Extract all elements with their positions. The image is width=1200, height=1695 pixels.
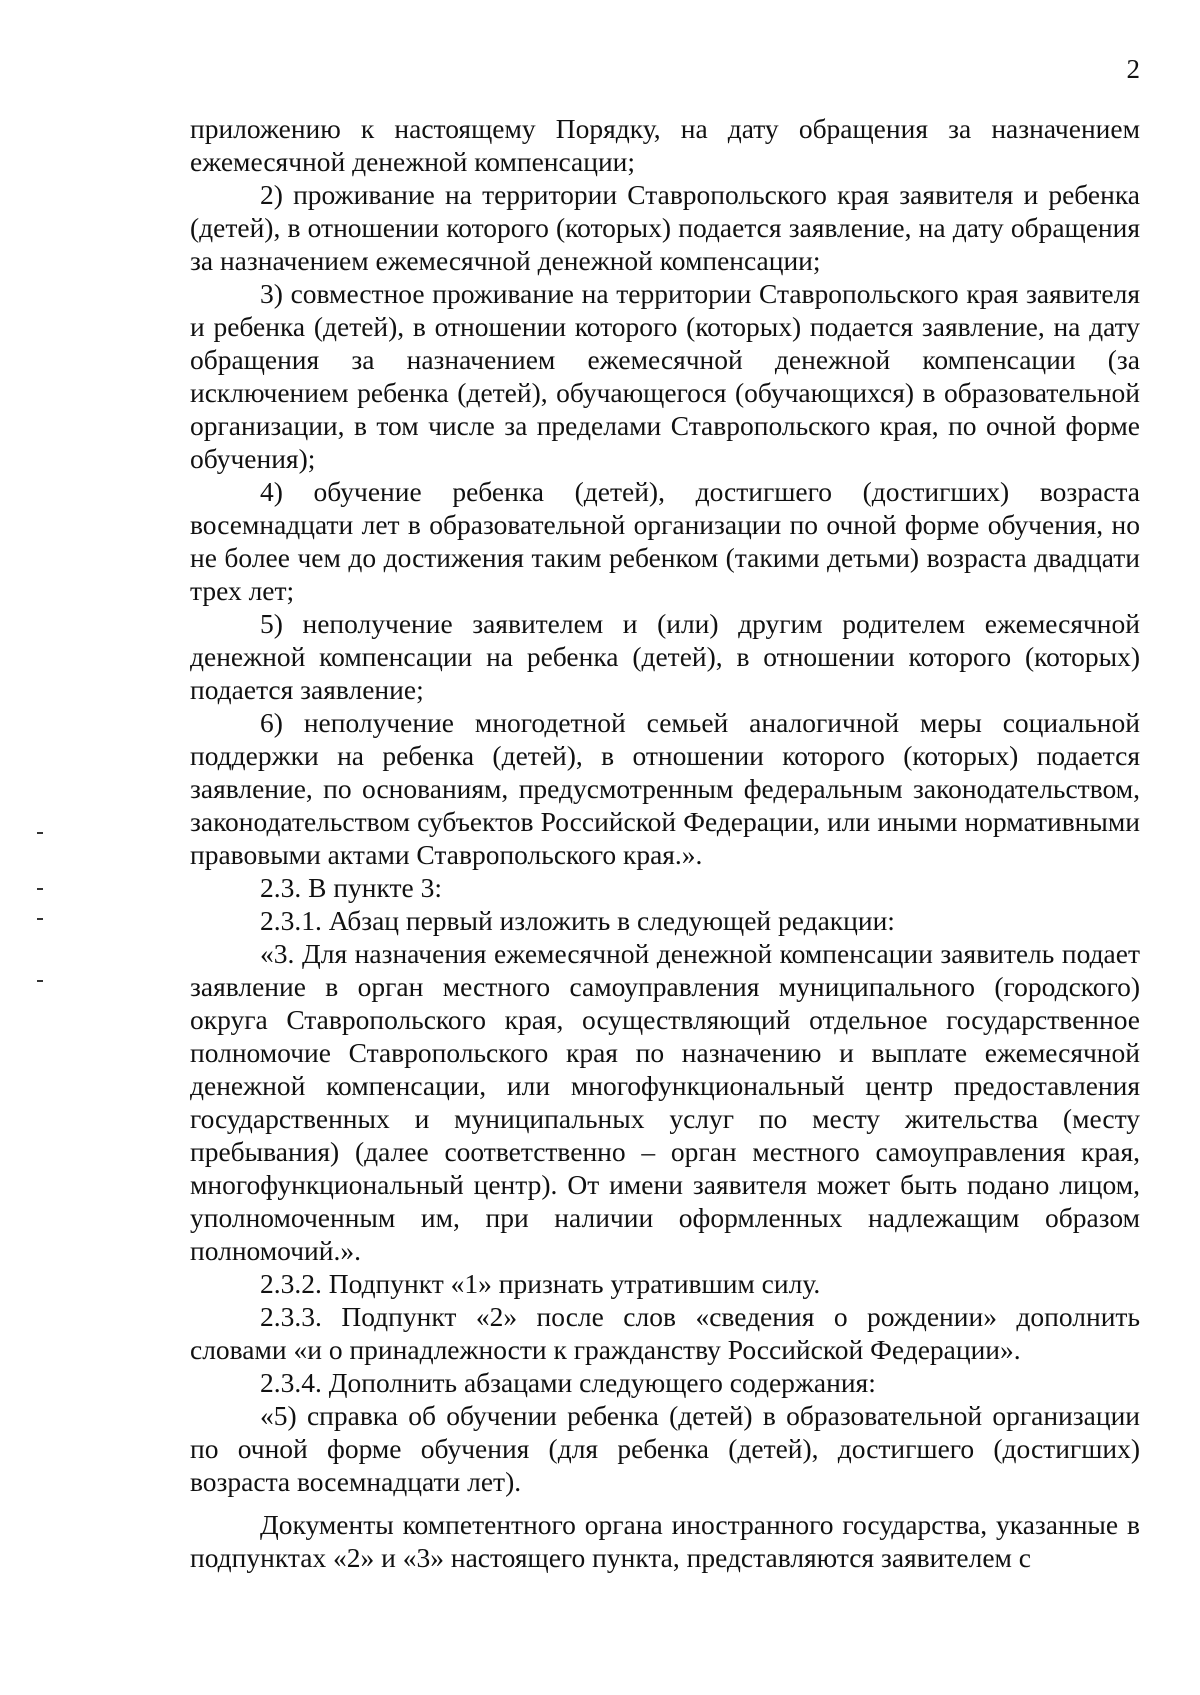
paragraph-foreign-documents: Документы компетентного органа иностранного государства, указанные в подпунктах «2» и «3» настоящего пункта, представляются заявителем с: [190, 1509, 1140, 1573]
list-item-6: 6) неполучение многодетной семьей аналогичной меры социальной поддержки на ребенка (детей), в отношении которого (которых) подается заявление, по основаниям, предусмотренным федеральным законодательством, законодательством субъектов Российской Федерации, или иными нормативными правовыми актами Ставропольского края.».: [190, 707, 1140, 870]
list-item-5: 5) неполучение заявителем и (или) другим родителем ежемесячной денежной компенсации на ребенка (детей), в отношении которого (которых) подается заявление;: [190, 608, 1140, 705]
list-item-3: 3) совместное проживание на территории Ставропольского края заявителя и ребенка (детей), в отношении которого (которых) подается заявление, на дату обращения за назначением ежемесячной денежной компенсации (за исключением ребенка (детей), обучающегося (обучающихся) в образовательной организации, в том числе за пределами Ставропольского края, по очной форме обучения);: [190, 278, 1140, 474]
section-2-3-4: 2.3.4. Дополнить абзацами следующего содержания:: [260, 1367, 876, 1398]
scan-artifact-mark: [37, 888, 43, 890]
quoted-item-5: «5) справка об обучении ребенка (детей) в образовательной организации по очной форме обучения (для ребенка (детей), достигшего (достигших) возраста восемнадцати лет).: [190, 1400, 1140, 1497]
paragraph-continuation: приложению к настоящему Порядку, на дату обращения за назначением ежемесячной денежной компенсации;: [190, 113, 1140, 177]
section-2-3-3: 2.3.3. Подпункт «2» после слов «сведения о рождении» дополнить словами «и о принадлежности к гражданству Российской Федерации».: [190, 1301, 1140, 1365]
list-item-2: 2) проживание на территории Ставропольского края заявителя и ребенка (детей), в отношении которого (которых) подается заявление, на дату обращения за назначением ежемесячной денежной компенсации;: [190, 179, 1140, 276]
scan-artifact-mark: [37, 832, 43, 834]
scan-artifact-mark: [37, 980, 43, 982]
section-2-3-2: 2.3.2. Подпункт «1» признать утратившим силу.: [260, 1268, 821, 1299]
page-number: 2: [1126, 54, 1140, 84]
list-item-4: 4) обучение ребенка (детей), достигшего (достигших) возраста восемнадцати лет в образовательной организации по очной форме обучения, но не более чем до достижения таким ребенком (такими детьми) возраста двадцати трех лет;: [190, 476, 1140, 606]
section-2-3-heading: 2.3. В пункте 3:: [260, 872, 443, 903]
document-body: [190, 112, 1140, 1574]
quoted-paragraph-3: «3. Для назначения ежемесячной денежной компенсации заявитель подает заявление в орган местного самоуправления муниципального (городского) округа Ставропольского края, осуществляющий отдельное государственное полномочие Ставропольского края по назначению и выплате ежемесячной денежной компенсации, или многофункциональный центр предоставления государственных и муниципальных услуг по месту жительства (месту пребывания) (далее соответственно – орган местного самоуправления края, многофункциональный центр). От имени заявителя может быть подано лицом, уполномоченным им, при наличии оформленных надлежащим образом полномочий.».: [190, 938, 1140, 1266]
scan-artifact-mark: [37, 918, 43, 920]
section-2-3-1: 2.3.1. Абзац первый изложить в следующей редакции:: [260, 905, 895, 936]
